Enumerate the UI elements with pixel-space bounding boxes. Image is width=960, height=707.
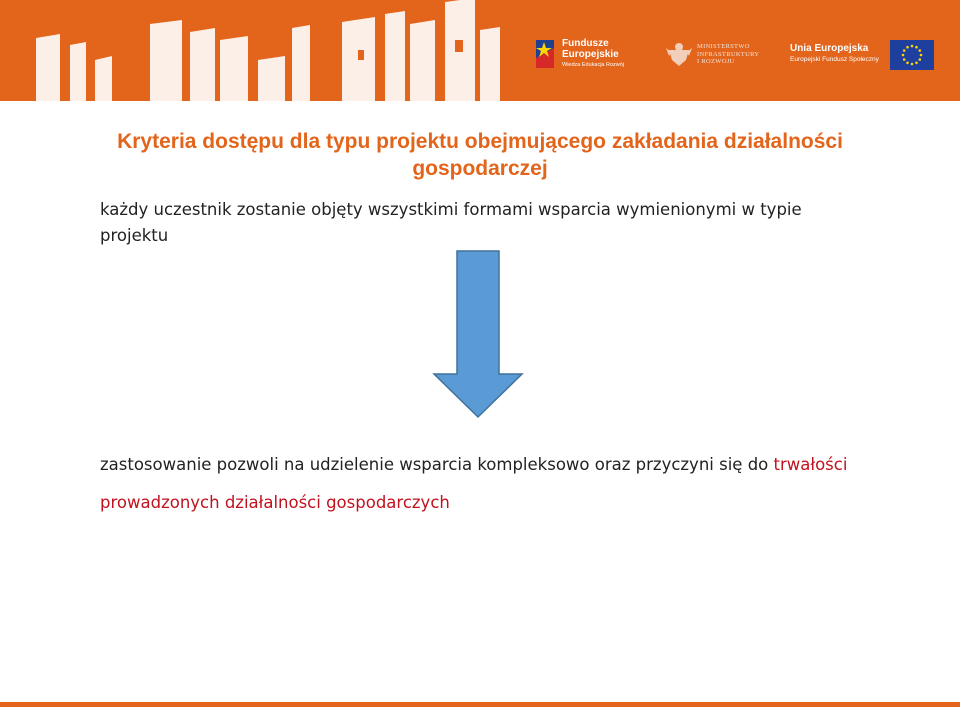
eu-star (906, 61, 909, 64)
ue-line2: Europejski Fundusz Społeczny (790, 56, 879, 63)
eu-star (903, 58, 906, 61)
fundusze-line3: Wiedza Edukacja Rozwój (562, 62, 625, 68)
eu-star (918, 49, 921, 52)
ministerstwo-line2: INFRASTRUKTURY (697, 50, 760, 58)
ue-line1: Unia Europejska (790, 43, 869, 54)
eu-star (903, 49, 906, 52)
ministerstwo-line3: I ROZWOJU (697, 58, 735, 65)
fundusze-europejskie-logo (530, 36, 640, 74)
paragraph-participants: każdy uczestnik zostanie objęty wszystkimi formami wsparcia wymienionymi w typie projektu (100, 200, 802, 245)
fundusze-star-icon (530, 36, 558, 72)
eu-star (920, 54, 923, 57)
down-arrow-icon (430, 250, 526, 420)
eu-star (911, 45, 914, 48)
ministerstwo-logo (666, 40, 776, 70)
paragraph-result-highlight: trwałości prowadzonych działalności gospodarczych (100, 455, 848, 512)
paragraph-result (100, 446, 880, 522)
eagle-emblem-icon (666, 40, 692, 68)
paragraph-result-text: zastosowanie pozwoli na udzielenie wsparcia kompleksowo oraz przyczyni się do (100, 455, 774, 474)
eu-star (915, 46, 918, 49)
decorative-blocks-graphic (0, 0, 500, 101)
eu-star (902, 54, 905, 57)
fundusze-line1: Fundusze (562, 38, 609, 49)
fundusze-line2: Europejskie (562, 49, 619, 60)
eu-star (915, 61, 918, 64)
eu-flag-icon (890, 40, 934, 70)
page-title: Kryteria dostępu dla typu projektu obejmującego zakładania działalności gospodarczej (117, 130, 843, 180)
header-banner (0, 0, 960, 101)
eu-star (906, 46, 909, 49)
eu-star (911, 63, 914, 66)
eu-star (918, 58, 921, 61)
unia-europejska-logo (790, 38, 940, 72)
ministerstwo-line1: MINISTERSTWO (697, 43, 750, 50)
bottom-accent-bar (0, 702, 960, 707)
